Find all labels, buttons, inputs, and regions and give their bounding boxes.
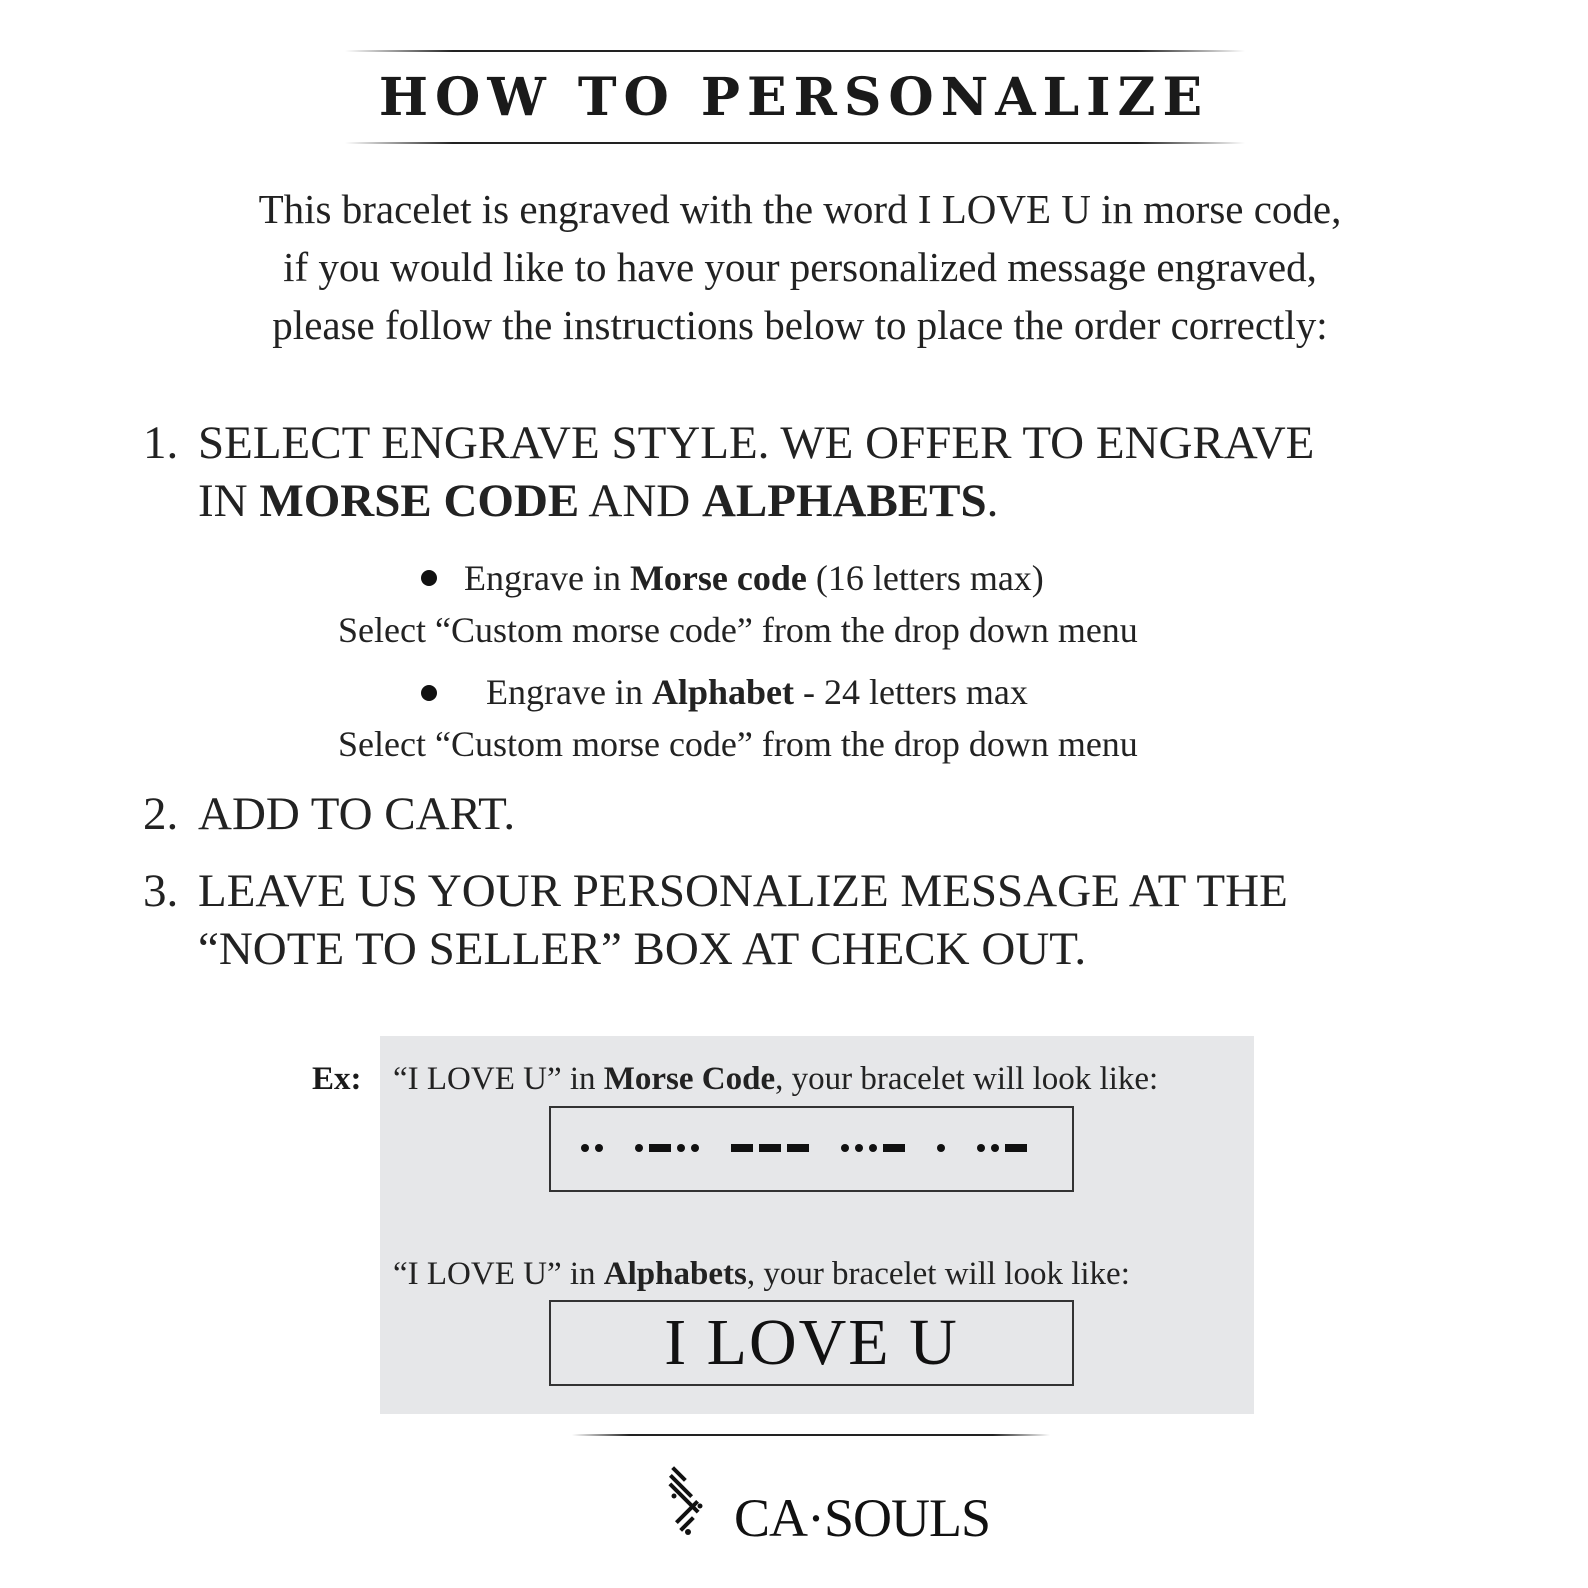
intro-line: if you would like to have your personalized message engraved, <box>283 244 1317 290</box>
intro-line: please follow the instructions below to place the order correctly: <box>272 302 1328 348</box>
bullet-icon <box>421 685 437 701</box>
text: Engrave in <box>486 672 652 712</box>
morse-dash <box>883 1144 905 1152</box>
alphabet-example-caption <box>393 1254 1130 1294</box>
option-morse-title <box>464 556 1044 600</box>
alphabets-bold: Alphabets <box>603 1256 747 1292</box>
morse-preview-box <box>549 1106 1074 1192</box>
example-label: Ex: <box>312 1061 362 1097</box>
step-3 <box>143 862 1543 982</box>
alphabets-emphasis: ALPHABETS <box>701 475 987 527</box>
text: , your bracelet will look like: <box>746 1256 1130 1292</box>
alphabet-preview-text: I LOVE U <box>664 1306 959 1379</box>
ca-souls-logo-icon <box>664 1466 710 1538</box>
morse-dot <box>855 1144 863 1152</box>
step-2 <box>143 785 1543 845</box>
morse-code-bold: Morse Code <box>603 1061 776 1097</box>
option-alpha-title <box>486 670 1028 714</box>
text: “I LOVE U” in <box>393 1061 604 1097</box>
text: “I LOVE U” in <box>393 1256 604 1292</box>
morse-dot <box>635 1144 643 1152</box>
morse-dash <box>649 1144 671 1152</box>
text: IN <box>198 475 260 527</box>
alphabet-bold: Alphabet <box>651 672 794 712</box>
step-number: 2. <box>143 788 179 840</box>
step-1 <box>143 414 1543 534</box>
morse-code-bold: Morse code <box>629 558 807 598</box>
step-2-text: ADD TO CART. <box>198 788 516 840</box>
morse-dash <box>731 1144 753 1152</box>
step-3-line-2: “NOTE TO SELLER” BOX AT CHECK OUT. <box>198 923 1087 975</box>
top-rule-upper <box>345 50 1245 52</box>
morse-dash <box>1005 1144 1027 1152</box>
morse-dot <box>581 1144 589 1152</box>
top-rule-lower <box>345 142 1245 144</box>
option-alpha-instruction: Select “Custom morse code” from the drop down menu <box>338 724 1138 764</box>
intro-paragraph <box>120 180 1480 354</box>
morse-dot <box>677 1144 685 1152</box>
brand-name: CA·SOULS <box>734 1488 991 1548</box>
text: . <box>986 475 999 527</box>
morse-example-caption <box>393 1059 1158 1099</box>
step-1-line-1: SELECT ENGRAVE STYLE. WE OFFER TO ENGRAVE <box>198 417 1315 469</box>
option-morse-instruction: Select “Custom morse code” from the drop down menu <box>338 610 1138 650</box>
morse-dash <box>759 1144 781 1152</box>
morse-dot <box>869 1144 877 1152</box>
morse-dot <box>691 1144 699 1152</box>
intro-line: This bracelet is engraved with the word I LOVE U in morse code, <box>258 186 1342 232</box>
alphabet-preview-box <box>549 1300 1074 1386</box>
text: Engrave in <box>464 558 630 598</box>
bullet-icon <box>421 570 437 586</box>
text: AND <box>579 475 702 527</box>
morse-dot <box>595 1144 603 1152</box>
morse-code-emphasis: MORSE CODE <box>259 475 580 527</box>
page-title: HOW TO PERSONALIZE <box>378 67 1210 128</box>
morse-dot <box>841 1144 849 1152</box>
morse-dash <box>787 1144 809 1152</box>
step-1-line-2 <box>198 472 998 530</box>
morse-dot <box>991 1144 999 1152</box>
text: - 24 letters max <box>793 672 1028 712</box>
morse-dot <box>937 1144 945 1152</box>
text: (16 letters max) <box>806 558 1044 598</box>
step-number: 1. <box>143 417 179 469</box>
morse-dot <box>977 1144 985 1152</box>
footer-rule <box>572 1434 1050 1436</box>
step-3-line-1: LEAVE US YOUR PERSONALIZE MESSAGE AT THE <box>198 865 1288 917</box>
step-number: 3. <box>143 865 179 917</box>
text: , your bracelet will look like: <box>775 1061 1159 1097</box>
